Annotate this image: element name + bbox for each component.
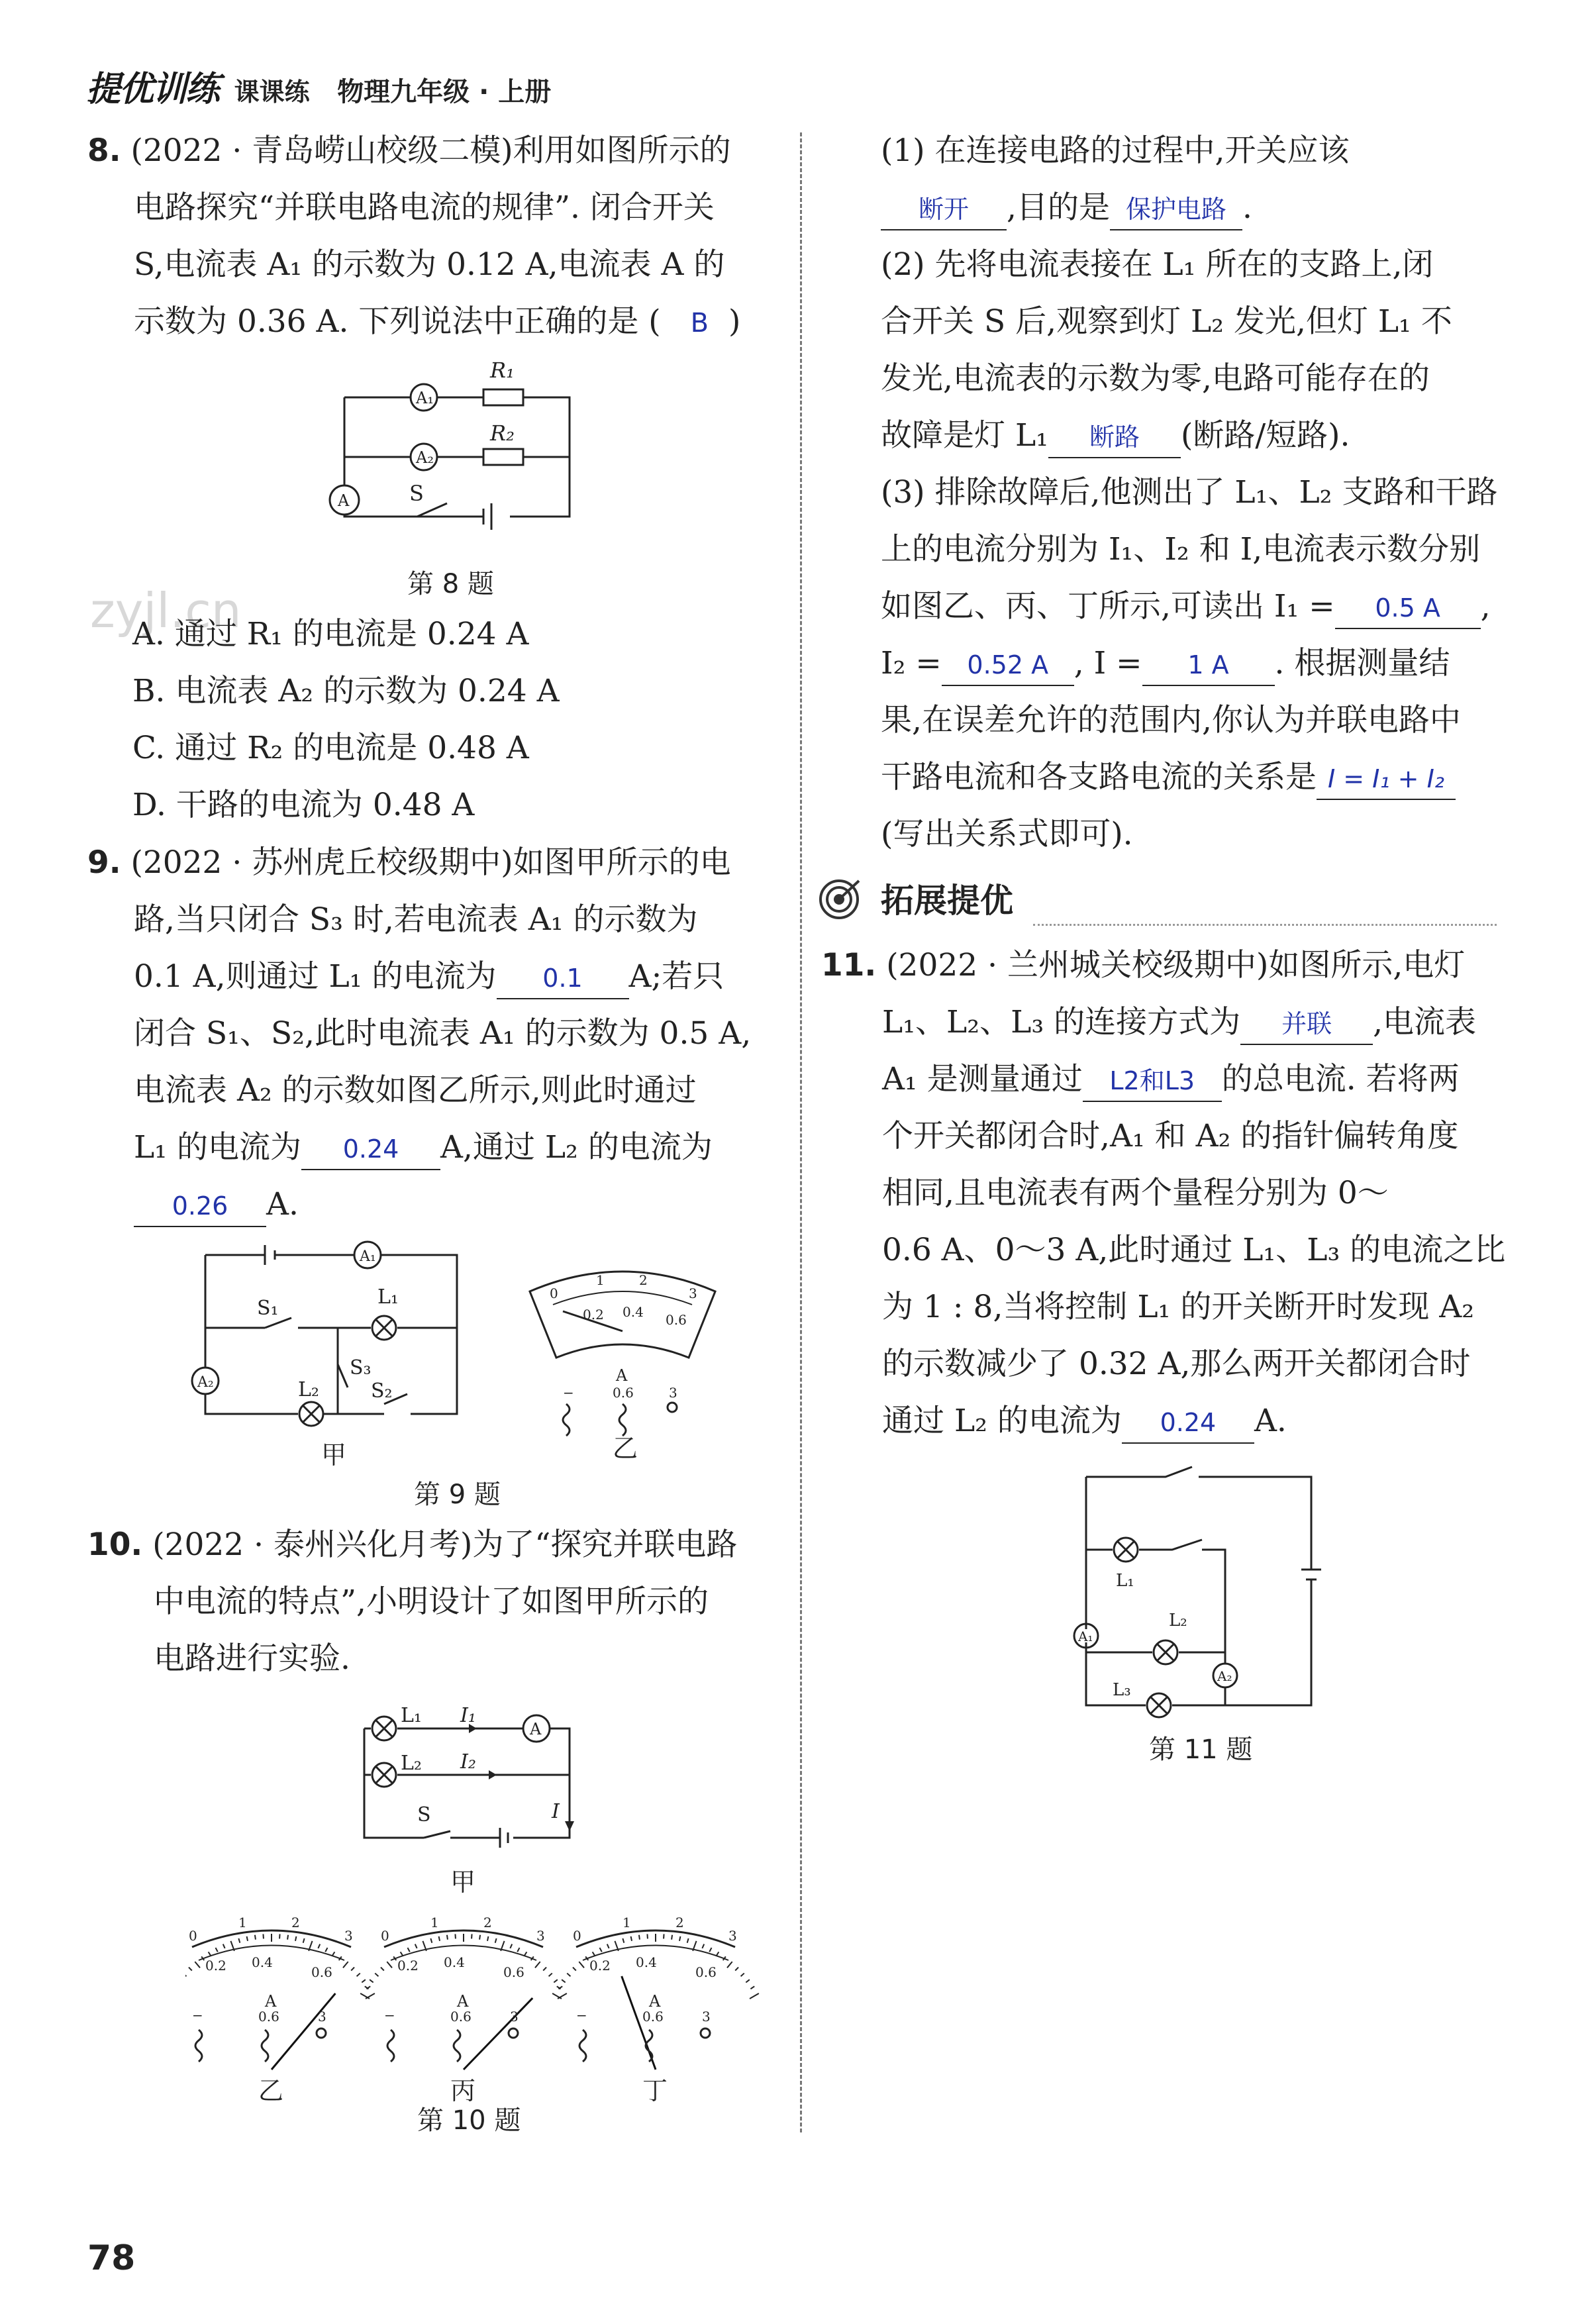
q11-line: 0.6 A、0～3 A,此时通过 L₁、L₃ 的电流之比	[882, 1232, 1506, 1268]
meter-tick	[702, 1944, 704, 1948]
meter-terminal: 3	[318, 2009, 326, 2025]
terminal-post	[701, 2028, 710, 2038]
meter-tick	[524, 1952, 527, 1956]
q10-blank-i2[interactable]: 0.52 A	[942, 645, 1074, 686]
option-c: C. 通过 R₂ 的电流是 0.48 A	[132, 730, 529, 766]
meter-terminal: 0.6	[642, 2009, 664, 2025]
meter-tick-label: 0.2	[397, 1958, 419, 1974]
option-a: A. 通过 R₁ 的电流是 0.24 A	[132, 616, 529, 652]
terminal: 0.6	[613, 1385, 634, 1401]
meter-tick	[750, 1993, 759, 1999]
q9-figures	[179, 1225, 735, 1490]
q10-part2: 合开关 S 后,观察到灯 L₂ 发光,但灯 L₁ 不	[881, 303, 1452, 340]
book-title: 物理九年级 · 上册	[337, 77, 552, 107]
meter-tick	[287, 1935, 288, 1940]
terminal-spring	[646, 2030, 652, 2062]
meter-tick	[554, 1979, 558, 1982]
tick: 0.2	[583, 1307, 604, 1323]
q10-meter-3	[552, 1915, 759, 2105]
q11-blank-current[interactable]: 0.24	[1122, 1403, 1254, 1444]
q10-part3: , I =	[1073, 645, 1142, 681]
q10-part3: . 根据测量结	[1274, 645, 1450, 681]
q10-part3: (写出关系式即可).	[881, 816, 1133, 852]
meter-tick	[223, 1944, 225, 1948]
q11-circuit-diagram	[1060, 1457, 1324, 1722]
q9-blank-3[interactable]: 0.26	[134, 1186, 266, 1227]
q11-line: A₁ 是测量通过	[882, 1061, 1083, 1097]
page-number: 78	[87, 2238, 136, 2278]
meter-tick-label: 1	[430, 1915, 439, 1930]
q10-part3: I₂ =	[881, 645, 942, 681]
terminal-spring	[387, 2030, 394, 2062]
tick: 1	[596, 1272, 605, 1288]
r2-label: R₂	[490, 421, 515, 446]
meter-terminal: 3	[510, 2009, 519, 2025]
meter-label: A	[616, 1366, 628, 1385]
section-title: 拓展提优	[881, 881, 1013, 920]
meter-tick	[741, 1974, 744, 1977]
q10-blank-i[interactable]: 1 A	[1142, 645, 1275, 686]
a-label: A	[530, 1720, 542, 1738]
terminal: 3	[669, 1385, 677, 1401]
a-label: A	[338, 491, 350, 510]
q11-line: A.	[1254, 1403, 1287, 1439]
q11-line: 通过 L₂ 的电流为	[882, 1403, 1122, 1439]
meter-tick-label: 0.6	[311, 1964, 332, 1980]
question-8	[87, 123, 783, 352]
q10-meters	[185, 1907, 768, 2126]
meter-tick-label: 0.6	[503, 1964, 524, 1980]
meter-terminal: −	[192, 2007, 203, 2023]
meter-tick	[687, 1938, 689, 1943]
meter-tick-label: 1	[238, 1915, 247, 1930]
meter-tick	[746, 1979, 750, 1982]
q9-line: A,通过 L₂ 的电流为	[440, 1129, 713, 1166]
fig-jia-label: 甲	[450, 1868, 476, 1897]
meter-fig-label: 乙	[258, 2076, 284, 2105]
q10-circuit-jia	[351, 1702, 589, 1901]
meter-tick-label: 0	[573, 1928, 581, 1944]
q9-line: (2022 · 苏州虎丘校级期中)如图甲所示的电	[130, 844, 731, 881]
a2-label: A₂	[416, 448, 434, 467]
q10-blank-relation[interactable]: I = I₁ + I₂	[1317, 759, 1456, 800]
l1-label: L₁	[401, 1704, 422, 1727]
q10-part1: ,目的是	[1007, 189, 1110, 226]
q9-blank-1[interactable]: 0.1	[497, 958, 629, 999]
meter-fig-label: 丙	[450, 2076, 476, 2105]
meter-tick	[415, 1944, 417, 1948]
meter-label: A	[649, 1992, 661, 2011]
q10-part3: 干路电流和各支路电流的关系是	[881, 759, 1317, 795]
meter-tick	[487, 1936, 488, 1941]
meter-tick	[517, 1948, 519, 1952]
meter-tick	[357, 1974, 360, 1977]
q10-part2: (断路/短路).	[1181, 417, 1350, 454]
meter-tick-label: 3	[728, 1928, 737, 1944]
q10-blank-purpose[interactable]: 保护电路	[1110, 189, 1242, 230]
tick: 3	[689, 1285, 697, 1301]
meter-terminal: 0.6	[258, 2009, 279, 2025]
q11-line: L₁、L₂、L₃ 的连接方式为	[882, 1004, 1241, 1040]
meter-tick	[607, 1944, 609, 1948]
page-header	[86, 61, 551, 111]
meter-tick	[209, 1952, 211, 1956]
q10-line: (2022 · 泰州兴化月考)为了“探究并联电路	[152, 1526, 738, 1563]
meter-tick	[430, 1938, 432, 1943]
question-number: 11.	[821, 947, 877, 983]
q10-part2: (2) 先将电流表接在 L₁ 所在的支路上,闭	[881, 246, 1434, 283]
meter-tick	[238, 1938, 240, 1943]
question-10	[87, 1517, 789, 1687]
q8-line: 示数为 0.36 A. 下列说法中正确的是 (	[134, 303, 661, 340]
q8-circuit-diagram	[318, 344, 596, 543]
meter-tick-label: 2	[483, 1915, 492, 1930]
fig-jia-label: 甲	[321, 1440, 347, 1470]
l1-label: L₁	[1116, 1571, 1134, 1591]
tick: 0	[550, 1285, 558, 1301]
q11-line: ,电流表	[1373, 1004, 1477, 1040]
meter-tick	[543, 1968, 546, 1971]
meter-tick	[401, 1952, 403, 1956]
meter-tick	[552, 1993, 562, 1999]
meter-tick	[295, 1936, 296, 1941]
meter-label: A	[457, 1992, 469, 2011]
q9-line: 电流表 A₂ 的示数如图乙所示,则此时通过	[134, 1072, 697, 1109]
q10-part2: 发光,电流表的示数为零,电路可能存在的	[881, 360, 1430, 397]
a1-label: A₁	[360, 1248, 376, 1265]
q11-line: (2022 · 兰州城关校级期中)如图所示,电灯	[886, 947, 1466, 983]
meter-tick	[549, 1974, 552, 1977]
q11-blank-lamps[interactable]: L2和L3	[1083, 1061, 1222, 1102]
s2-label: S₂	[371, 1379, 393, 1403]
l3-label: L₃	[1113, 1680, 1131, 1700]
s-label: S	[417, 1803, 431, 1827]
meter-tick	[343, 1962, 348, 1968]
meter-tick	[332, 1952, 335, 1956]
tick: 0.6	[666, 1312, 687, 1328]
meter-tick	[189, 1968, 192, 1971]
meter-tick-label: 0.2	[589, 1958, 611, 1974]
a2-label: A₂	[1217, 1668, 1232, 1684]
l2-label: L₂	[401, 1752, 422, 1775]
terminal-spring	[454, 2030, 460, 2062]
series-name: 课课练	[234, 77, 310, 107]
a2-label: A₂	[197, 1374, 214, 1391]
terminal-post	[509, 2028, 518, 2038]
question-10-parts	[881, 123, 1517, 863]
meter-tick	[510, 1944, 512, 1948]
meter-terminal: 0.6	[450, 2009, 472, 2025]
q8-line: S,电流表 A₁ 的示数为 0.12 A,电流表 A 的	[134, 246, 725, 283]
meter-tick	[717, 1952, 719, 1956]
q11-blank-connection[interactable]: 并联	[1240, 1004, 1373, 1045]
q11-line: 个开关都闭合时,A₁ 和 A₂ 的指针偏转角度	[882, 1118, 1459, 1154]
terminal-post	[317, 2028, 326, 2038]
fig-yi-label: 乙	[613, 1434, 638, 1463]
q10-part3: 如图乙、丙、丁所示,可读出 I₁ =	[881, 588, 1335, 625]
meter-tick	[318, 1944, 320, 1948]
meter-tick	[623, 1938, 624, 1943]
meter-tick-label: 2	[675, 1915, 684, 1930]
meter-terminal: −	[576, 2007, 587, 2023]
meter-tick	[185, 1974, 186, 1977]
brand-logo: 提优训练	[86, 70, 219, 109]
meter-tick	[370, 1979, 374, 1982]
meter-tick	[255, 1935, 256, 1940]
q8-paren: )	[728, 303, 741, 340]
l2-label: L₂	[1169, 1611, 1187, 1630]
meter-tick	[631, 1936, 632, 1941]
meter-tick	[727, 1962, 732, 1968]
meter-fig-label: 丁	[642, 2076, 668, 2105]
meter-tick-label: 0.4	[636, 1954, 657, 1970]
q9-line: A;若只	[628, 958, 724, 995]
meter-tick	[599, 1948, 601, 1952]
i2-label: I₂	[460, 1750, 476, 1774]
q10-meter-1	[185, 1915, 375, 2105]
q10-part3: 果,在误差允许的范围内,你认为并联电路中	[881, 702, 1461, 738]
q8-figure-caption: 第 8 题	[407, 569, 494, 599]
meter-tick	[351, 1968, 354, 1971]
q9-figure-caption: 第 9 题	[414, 1479, 501, 1510]
meter-tick	[535, 1962, 540, 1968]
tick: 0.4	[623, 1304, 644, 1320]
q10-part3: (3) 排除故障后,他测出了 L₁、L₂ 支路和干路	[881, 474, 1498, 511]
q11-line: 为 1 : 8,当将控制 L₁ 的开关断开时发现 A₂	[882, 1289, 1475, 1325]
i1-label: I₁	[460, 1704, 476, 1727]
section-rule	[1033, 924, 1497, 926]
tick: 2	[639, 1272, 648, 1288]
meter-tick	[362, 1979, 366, 1982]
meter-tick	[709, 1948, 711, 1952]
terminal-spring	[579, 2030, 586, 2062]
terminal: −	[563, 1385, 574, 1401]
q9-line: 闭合 S₁、S₂,此时电流表 A₁ 的示数为 0.5 A,	[134, 1015, 752, 1052]
meter-needle	[464, 1998, 532, 2070]
meter-tick	[735, 1968, 738, 1971]
q10-blank-fault[interactable]: 断路	[1048, 417, 1181, 458]
meter-tick-label: 0.2	[205, 1958, 226, 1974]
meter-tick	[247, 1936, 248, 1941]
q8-answer: B	[690, 308, 709, 338]
meter-tick	[573, 1968, 576, 1971]
q10-part3: ,	[1480, 588, 1491, 625]
a1-label: A₁	[1078, 1628, 1093, 1644]
l2-label: L₂	[298, 1378, 319, 1401]
q11-line: 的示数减少了 0.32 A,那么两开关都闭合时	[882, 1346, 1471, 1382]
terminal-spring	[262, 2030, 268, 2062]
meter-tick	[303, 1938, 305, 1943]
meter-tick-label: 0.4	[252, 1954, 273, 1970]
q10-part2: 故障是灯 L₁	[881, 417, 1048, 454]
meter-tick	[325, 1948, 327, 1952]
q10-figure-caption: 第 10 题	[417, 2105, 521, 2136]
q10-meter-2	[360, 1915, 567, 2105]
q9-blank-2[interactable]: 0.24	[301, 1129, 440, 1170]
meter-tick	[495, 1938, 497, 1943]
meter-tick	[567, 1974, 570, 1977]
q10-line: 中电流的特点”,小明设计了如图甲所示的	[154, 1583, 709, 1620]
meter-tick	[387, 1962, 392, 1968]
s1-label: S₁	[257, 1297, 279, 1320]
meter-tick-label: 1	[623, 1915, 631, 1930]
q10-blank-switch[interactable]: 断开	[881, 189, 1007, 230]
question-number: 10.	[87, 1526, 143, 1563]
meter-tick-label: 0	[189, 1928, 197, 1944]
q9-meter-yi	[530, 1272, 715, 1463]
s3-label: S₃	[350, 1356, 372, 1379]
q10-part3: 上的电流分别为 I₁、I₂ 和 I,电流表示数分别	[881, 531, 1481, 568]
meter-tick	[215, 1948, 217, 1952]
meter-terminal: 3	[702, 2009, 711, 2025]
meter-tick	[479, 1935, 480, 1940]
q10-part1: (1) 在连接电路的过程中,开关应该	[881, 132, 1350, 169]
q9-line: 0.1 A,则通过 L₁ 的电流为	[134, 958, 497, 995]
a1-label: A₁	[416, 389, 434, 407]
q8-line: (2022 · 青岛崂山校级二模)利用如图所示的	[130, 132, 731, 169]
watermark: zyjl.cn	[90, 583, 242, 638]
meter-tick	[750, 1986, 754, 1989]
meter-tick-label: 0.6	[695, 1964, 717, 1980]
meter-tick	[447, 1935, 448, 1940]
meter-tick-label: 0	[381, 1928, 389, 1944]
meter-terminal: −	[384, 2007, 395, 2023]
meter-tick-label: 0.4	[444, 1954, 465, 1970]
meter-tick-label: 2	[291, 1915, 300, 1930]
meter-tick	[195, 1962, 200, 1968]
q9-circuit-jia	[192, 1242, 457, 1426]
question-number: 8.	[87, 132, 121, 169]
target-icon	[818, 876, 864, 922]
meter-tick	[360, 1993, 370, 1999]
meter-tick	[562, 1979, 566, 1982]
q11-line: 相同,且电流表有两个量程分别为 0～	[882, 1175, 1389, 1211]
option-d: D. 干路的电流为 0.48 A	[132, 787, 475, 823]
meter-tick	[375, 1974, 378, 1977]
l1-label: L₁	[377, 1285, 399, 1309]
q8-line: 电路探究“并联电路电流的规律”. 闭合开关	[134, 189, 715, 226]
meter-tick	[407, 1948, 409, 1952]
q9-line: L₁ 的电流为	[134, 1129, 301, 1166]
terminal-spring	[195, 2030, 202, 2062]
meter-tick	[593, 1952, 595, 1956]
q10-blank-i1[interactable]: 0.5 A	[1335, 588, 1481, 629]
question-number: 9.	[87, 844, 121, 881]
meter-tick	[381, 1968, 384, 1971]
q9-line: A.	[266, 1186, 299, 1223]
meter-tick	[679, 1936, 680, 1941]
q10-line: 电路进行实验.	[154, 1640, 350, 1677]
s-label: S	[409, 481, 424, 506]
meter-tick	[579, 1962, 584, 1968]
q9-line: 路,当只闭合 S₃ 时,若电流表 A₁ 的示数为	[134, 901, 698, 938]
option-b: B. 电流表 A₂ 的示数为 0.24 A	[132, 673, 560, 709]
meter-tick-label: 3	[536, 1928, 545, 1944]
i-label: I	[552, 1800, 560, 1823]
q11-figure-caption: 第 11 题	[1149, 1734, 1253, 1765]
question-11	[821, 937, 1523, 1450]
meter-label: A	[265, 1992, 277, 2011]
meter-tick	[439, 1936, 440, 1941]
meter-tick	[639, 1935, 640, 1940]
meter-tick-label: 3	[344, 1928, 353, 1944]
question-9	[87, 834, 789, 1233]
r1-label: R₁	[490, 358, 515, 383]
q11-line: 的总电流. 若将两	[1221, 1061, 1460, 1097]
q8-options	[132, 606, 560, 834]
column-divider	[800, 132, 802, 2132]
q10-part1: .	[1242, 189, 1252, 226]
